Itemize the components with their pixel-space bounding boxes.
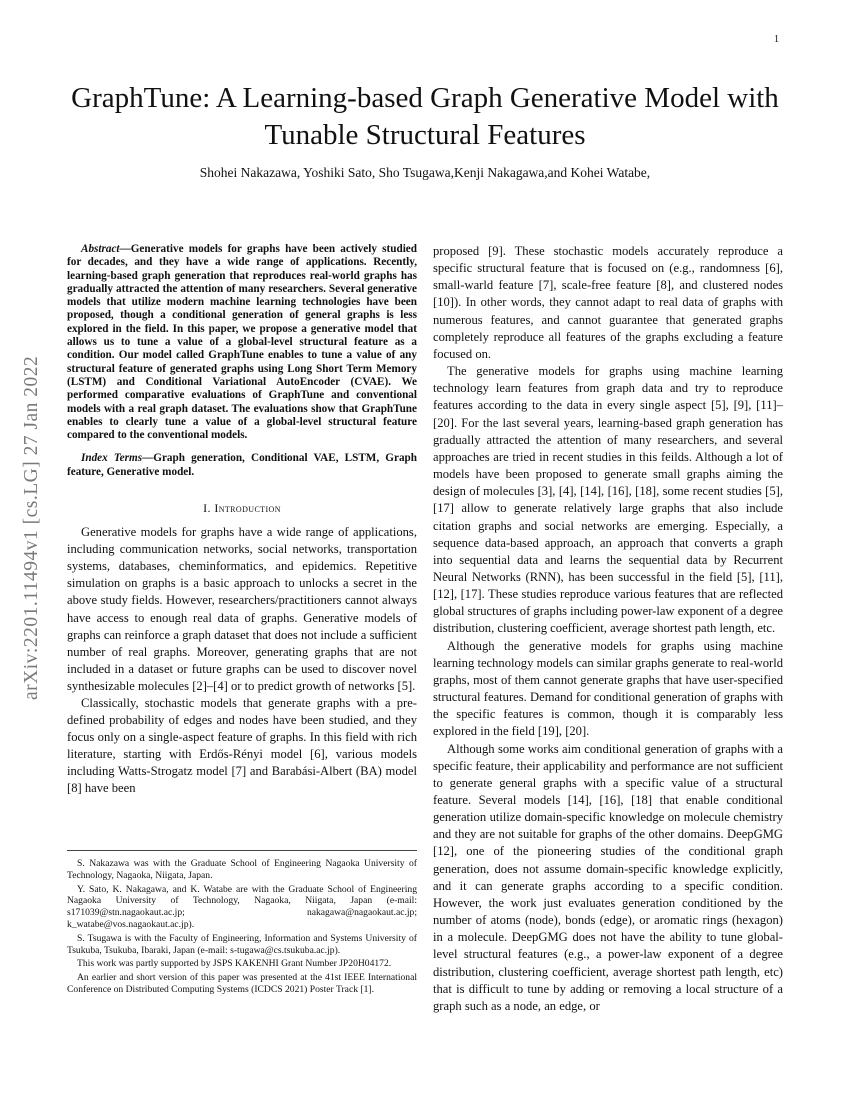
index-terms-label: Index Terms	[81, 452, 143, 465]
index-terms-text: —Graph generation, Conditional VAE, LSTM, Graph feature, Generative model.	[67, 452, 417, 478]
abstract	[67, 243, 417, 442]
footnote: An earlier and short version of this paper was presented at the 41st IEEE International Conference on Distributed Computing Systems (ICDCS 2021) Poster Track [1].	[67, 972, 417, 995]
body-paragraph: Although the generative models for graphs using machine learning technology models can similar graphs generate to real-world graphs, most of them cannot generate graphs that have user-specified structural features. Demand for conditional generation of graphs with the specific features is common, though it is comparably less explored in the field [19], [20].	[433, 638, 783, 739]
footnotes	[67, 850, 417, 996]
abstract-label: Abstract	[81, 243, 120, 255]
section-heading	[67, 501, 417, 516]
section-numeral: I.	[203, 501, 211, 516]
index-terms	[67, 452, 417, 479]
body-paragraph: Classically, stochastic models that generate graphs with a pre-defined probability of edges and nodes have been studied, and they focus only on a single-aspect feature of graphs. In this field with rich literature, starting with Erdős-Rényi model [6], various models including Watts-Strogatz model [7] and Barabási-Albert (BA) model [8] have been	[67, 695, 417, 796]
right-column	[433, 243, 783, 1015]
abstract-text: —Generative models for graphs have been actively studied for decades, and they have a wide range of applications. Recently, learning-based graph generation that reproduces real-world graphs has gradually attracted the attention of many researchers. Several generative models that utilize modern machine learning technologies have been proposed, though a conditional generation of general graphs is less explored in the field. In this paper, we propose a generative model that allows us to tune a value of a global-level structural feature as a condition. Our model called GraphTune enables to tune a value of any structural feature of generated graphs using Long Short Term Memory (LSTM) and Conditional Variational AutoEncoder (CVAE). We performed comparative evaluations of GraphTune and conventional models with a real graph dataset. The evaluations show that GraphTune enables to clearly tune a value of a global-level structural feature compared to the conventional models.	[67, 243, 417, 442]
body-paragraph: Generative models for graphs have a wide range of applications, including communication networks, social networks, transportation systems, databases, cheminformatics, and epidemics. Repetitive simulation on graphs is a basic approach to unlocks a secret in the above study fields. However, researchers/practitioners cannot always have access to enough real data of graphs. Generative models of graphs can reinforce a graph dataset that does not include a sufficient number of real graphs. Moreover, generating graphs that are not included in a dataset or future graphs can be used to discover novel synthesizable molecules [2]–[4] or to predict growth of networks [5].	[67, 525, 417, 693]
footnote: Y. Sato, K. Nakagawa, and K. Watabe are with the Graduate School of Engineering Nagaoka University of Technology, Nagaoka, Niigata, Japan (e-mail: s171039@stn.nagaokaut.ac.jp; nakagawa@nagaokaut.ac.jp; k_watabe@vos.nagaokaut.ac.jp).	[67, 883, 417, 930]
body-paragraph: The generative models for graphs using machine learning technology learn features from graph data and try to reproduce features according to the data in every single aspect [5], [9], [11]–[20]. For the last several years, learning-based graph generation has gradually attracted the attention of many researchers, and several approaches are tried in recent studies in this feilds. Although a lot of models have been proposed to generate small graphs aiming the design of molecules [3], [4], [14], [16], [18], some recent studies [5], [17] allow to generate relatively large graphs that also include citation graphs and social networks are emerging. Especially, a sequence data-based approach, an approach that converts a graph into sequential data and learns the sequential data by Recurrent Neural Networks (RNN), has been successful in the field [5], [11], [12], [17]. These studies reproduce various features that are reflected global structures of graphs including power-law exponent of a degree distribution, clustering coefficient, average shortest path length, etc.	[433, 364, 783, 636]
arxiv-identifier-stamp: arXiv:2201.11494v1 [cs.LG] 27 Jan 2022	[21, 355, 42, 700]
page-number: 1	[774, 34, 779, 45]
author-list: Shohei Nakazawa, Yoshiki Sato, Sho Tsugawa,Kenji Nakagawa,and Kohei Watabe,	[199, 165, 651, 180]
section-title: Introduction	[214, 501, 281, 516]
body-paragraph: proposed [9]. These stochastic models accurately reproduce a specific structural feature that is focused on (e.g., randomness [6], small-warld feature [7], scale-free feature [8], and clustered nodes [10]). In other words, they cannot adapt to real data of graphs with numerous features, and cannot guarantee that generated graphs completely reproduce all features of the graphs excluding a feature focused on.	[433, 244, 783, 361]
footnote: S. Nakazawa was with the Graduate School of Engineering Nagaoka University of Technology, Nagaoka, Niigata, Japan.	[67, 858, 417, 881]
left-column	[67, 243, 417, 798]
footnote: This work was partly supported by JSPS KAKENHI Grant Number JP20H04172.	[77, 958, 392, 970]
paper-title: GraphTune: A Learning-based Graph Generative Model with Tunable Structural Features	[71, 82, 779, 151]
body-paragraph: Although some works aim conditional generation of graphs with a specific feature, their applicability and performance are not sufficient to generate general graphs with a specific value of a structural feature. Several models [14], [16], [18] that enable conditional generation utilize domain-specific knowledge on molecule chemistry and they are not suitable for graphs of the other domains. DeepGMG [12], one of the pioneering studies of the conditional graph generation, does not assume domain-specific knowledge explicitly, and it can generate graphs according to a specific condition. However, the work just evaluates generation conditioned by the number of atoms (node), bonds (edge), or aromatic rings (hexagon) in a molecule. DeepGMG does not have the ability to tune global-level structural features (e.g., a power-law exponent of a degree distribution, clustering coefficient, average shortest path length, etc) that is difficult to tune by adding or removing a local structure of a graph such as a node, an edge, or	[433, 741, 783, 1013]
footnote: S. Tsugawa is with the Faculty of Engineering, Information and Systems University of Tsukuba, Tsukuba, Ibaraki, Japan (e-mail: s-tugawa@cs.tsukuba.ac.jp).	[67, 932, 417, 956]
